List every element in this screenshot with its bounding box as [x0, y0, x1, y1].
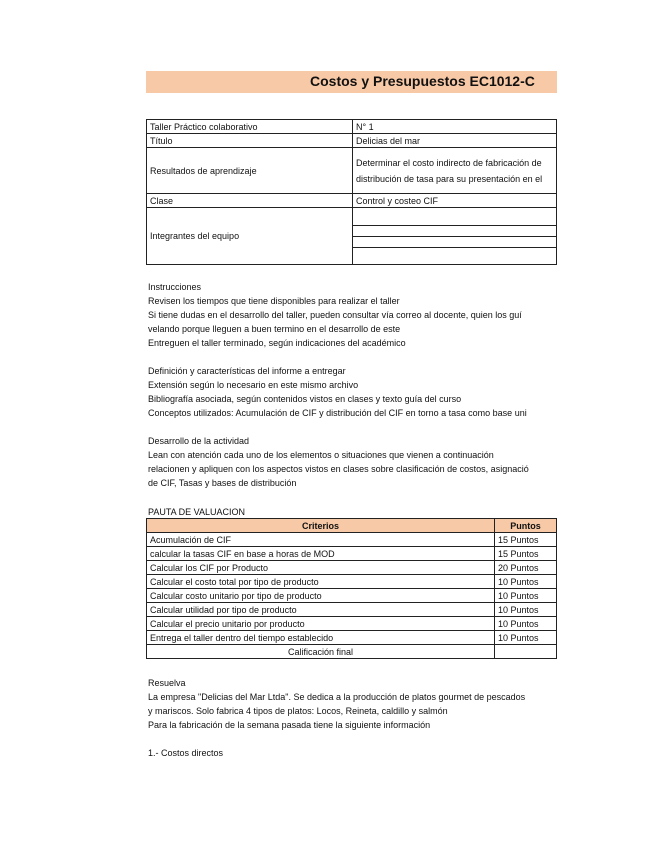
pauta-final-row: [147, 645, 557, 659]
pauta-row: [147, 575, 557, 589]
desarrollo-section: [148, 434, 558, 490]
definicion-section: [148, 364, 558, 420]
puntos-header: Puntos: [495, 519, 557, 533]
pauta-header-row: [147, 519, 557, 533]
integrante-slot[interactable]: [353, 215, 556, 226]
section-line: Lean con atención cada uno de los elementos o situaciones que vienen a continuación: [148, 450, 494, 460]
info-label: Taller Práctico colaborativo: [147, 120, 353, 134]
info-label: Integrantes del equipo: [147, 208, 353, 265]
puntos-cell: 10 Puntos: [495, 631, 557, 645]
section-line: de CIF, Tasas y bases de distribución: [148, 478, 297, 488]
integrante-slot[interactable]: [353, 247, 556, 258]
puntos-cell: 20 Puntos: [495, 561, 557, 575]
info-value: [353, 148, 557, 194]
criterio-cell: Calcular costo unitario por tipo de producto: [147, 589, 495, 603]
section-heading: Desarrollo de la actividad: [148, 436, 250, 446]
integrantes-cells: [353, 208, 557, 265]
pauta-row: [147, 603, 557, 617]
section-line: velando porque lleguen a buen termino en el desarrollo de este: [148, 324, 401, 334]
section-line: Para la fabricación de la semana pasada tiene la siguiente información: [148, 720, 431, 730]
pauta-table: [146, 518, 557, 659]
section-line: relacionen y apliquen con los aspectos vistos en clases sobre clasificación de costos, asignació: [148, 464, 529, 474]
info-table: [146, 119, 557, 265]
section-heading: Definición y características del informe a entregar: [148, 366, 346, 376]
criterio-cell: Calcular el precio unitario por producto: [147, 617, 495, 631]
resuelva-section: [148, 676, 558, 760]
info-row-titulo: [147, 134, 557, 148]
section-line: La empresa "Delicias del Mar Ltda". Se dedica a la producción de platos gourmet de pescados: [148, 692, 526, 702]
instrucciones-section: [148, 280, 558, 350]
info-value: Delicias del mar: [353, 134, 557, 148]
info-row-integrantes: [147, 208, 557, 265]
section-line: Bibliografía asociada, según contenidos vistos en clases y texto guía del curso: [148, 394, 462, 404]
pauta-title: PAUTA DE VALUACION: [148, 507, 246, 517]
title-bar: [146, 71, 557, 93]
resultados-line: Determinar el costo indirecto de fabricación de: [356, 157, 542, 168]
criterio-cell: Calcular los CIF por Producto: [147, 561, 495, 575]
criterio-cell: Entrega el taller dentro del tiempo establecido: [147, 631, 495, 645]
criterio-cell: Calcular el costo total por tipo de producto: [147, 575, 495, 589]
pauta-row: [147, 617, 557, 631]
section-line: Entreguen el taller terminado, según indicaciones del académico: [148, 338, 406, 348]
puntos-cell: 10 Puntos: [495, 603, 557, 617]
costos-directos-heading: 1.- Costos directos: [148, 748, 224, 758]
info-row-resultados: [147, 148, 557, 194]
pauta-row: [147, 547, 557, 561]
document-title: Costos y Presupuestos EC1012-C: [310, 73, 535, 89]
section-line: y mariscos. Solo fabrica 4 tipos de platos: Locos, Reineta, caldillo y salmón: [148, 706, 448, 716]
resultados-line: distribución de tasa para su presentación en el: [356, 173, 543, 184]
info-value: N° 1: [353, 120, 557, 134]
puntos-cell: 10 Puntos: [495, 589, 557, 603]
puntos-cell: 10 Puntos: [495, 617, 557, 631]
info-label: Título: [147, 134, 353, 148]
info-label: Resultados de aprendizaje: [147, 148, 353, 194]
info-row-clase: [147, 194, 557, 208]
section-heading: Instrucciones: [148, 282, 202, 292]
criterio-cell: Acumulación de CIF: [147, 533, 495, 547]
section-line: Extensión según lo necesario en este mismo archivo: [148, 380, 359, 390]
puntos-cell: 15 Puntos: [495, 533, 557, 547]
section-line: Conceptos utilizados: Acumulación de CIF y distribución del CIF en torno a tasa como base uni: [148, 408, 527, 418]
section-line: Si tiene dudas en el desarrollo del taller, pueden consultar vía correo al docente, quien los guí: [148, 310, 522, 320]
info-row-taller: [147, 120, 557, 134]
calificacion-final-value[interactable]: [495, 645, 557, 659]
pauta-row: [147, 561, 557, 575]
calificacion-final-label: Calificación final: [147, 645, 495, 659]
puntos-cell: 10 Puntos: [495, 575, 557, 589]
puntos-cell: 15 Puntos: [495, 547, 557, 561]
pauta-row: [147, 533, 557, 547]
criterio-cell: Calcular utilidad por tipo de producto: [147, 603, 495, 617]
integrante-slot[interactable]: [353, 236, 556, 247]
pauta-row: [147, 631, 557, 645]
criterio-cell: calcular la tasas CIF en base a horas de MOD: [147, 547, 495, 561]
info-label: Clase: [147, 194, 353, 208]
integrante-slot[interactable]: [353, 225, 556, 236]
info-value: Control y costeo CIF: [353, 194, 557, 208]
pauta-row: [147, 589, 557, 603]
section-heading: Resuelva: [148, 678, 186, 688]
criterios-header: Criterios: [147, 519, 495, 533]
section-line: Revisen los tiempos que tiene disponibles para realizar el taller: [148, 296, 400, 306]
